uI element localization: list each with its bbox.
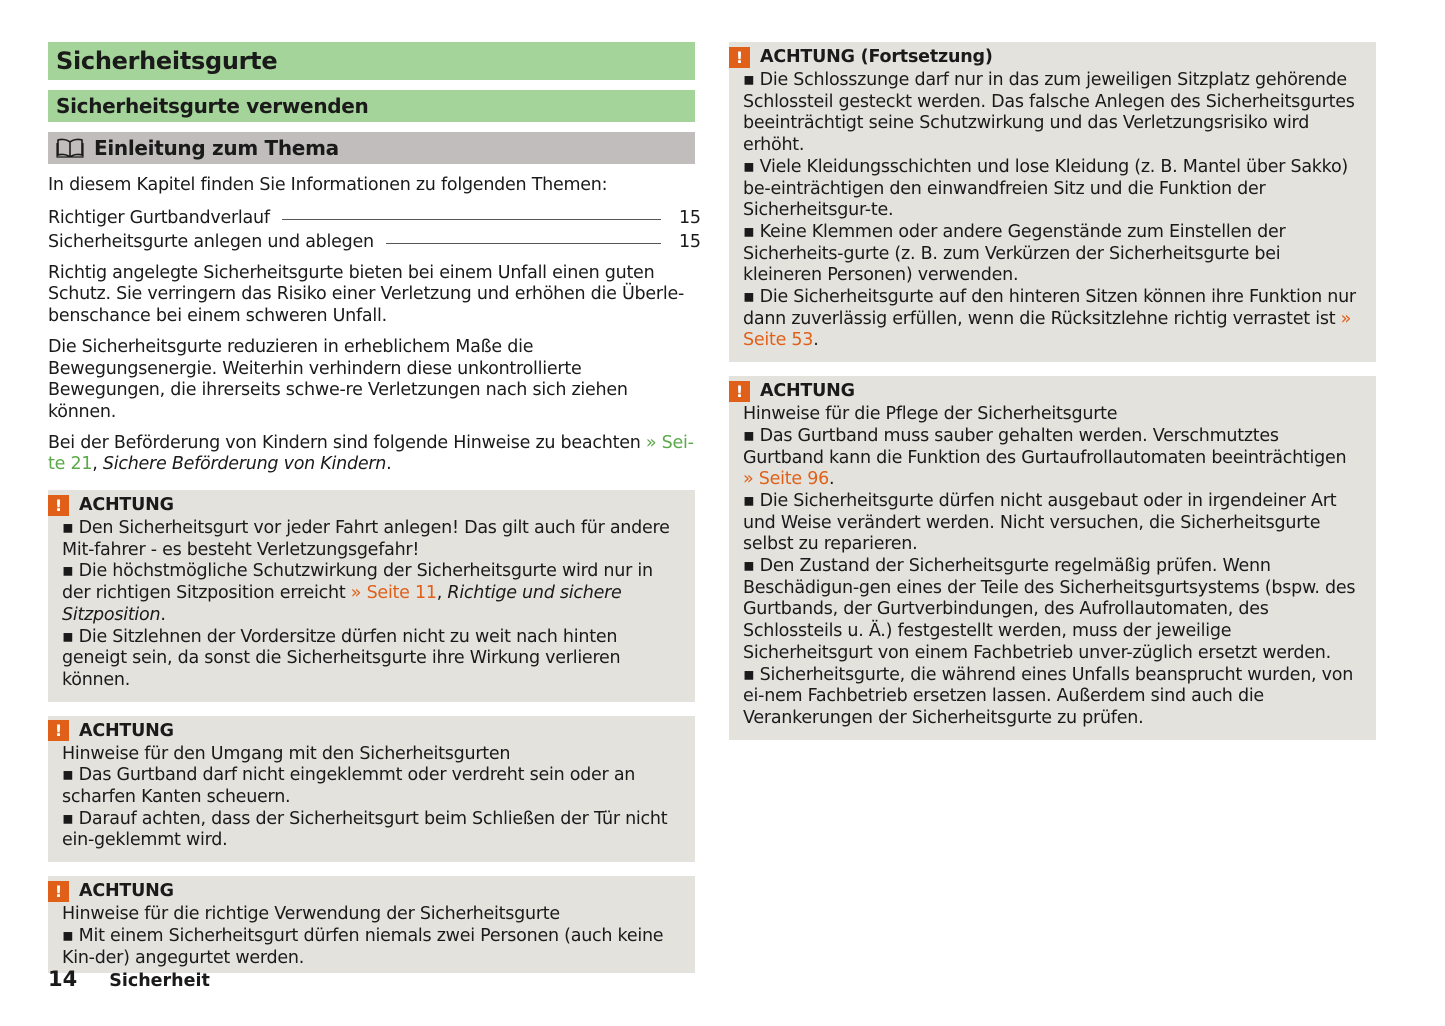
bullet-text: Die höchstmögliche Schutzwirkung der Sicherheitsgurte wird nur in der richtigen Sitzposition erreicht bbox=[62, 561, 653, 604]
warning-bullet: ▪ Den Zustand der Sicherheitsgurte regelmäßig prüfen. Wenn Beschädigun-gen eines der Teile des Sicherheitsgurtsystems (bspw. des Gurtbands, der Gurtverbindungen, des Aufrollautomaten, des Schlossteils u. Ä.) festgestellt werden, muss der jeweilige Sicherheitsgurt von einem Fachbetrieb unver-züglich ersetzt werden. bbox=[743, 556, 1362, 665]
warning-icon: ! bbox=[48, 881, 69, 902]
warning-title: ACHTUNG bbox=[79, 495, 174, 516]
warning-bullet: ▪ Sicherheitsgurte, die während eines Unfalls beansprucht wurden, von ei-nem Fachbetrieb ersetzen lassen. Außerdem sind auch die Verankerungen der Sicherheitsgurte zu prüfen. bbox=[743, 665, 1362, 730]
footer-section: Sicherheit bbox=[109, 971, 210, 991]
warning-bullet: ▪ Viele Kleidungsschichten und lose Kleidung (z. B. Mantel über Sakko) be-einträchtigen den einwandfreien Sitz und die Funktion der Sicherheitsgur-te. bbox=[743, 157, 1362, 222]
warning-bullet: ▪ Keine Klemmen oder andere Gegenstände zum Einstellen der Sicherheits-gurte (z. B. zum Verkürzen der Sicherheitsgurte bei kleineren Personen) verwenden. bbox=[743, 222, 1362, 287]
warning-title: ACHTUNG bbox=[79, 881, 174, 902]
warning-bullet bbox=[743, 287, 1362, 352]
warning-box-2 bbox=[48, 716, 695, 863]
warning-box-4 bbox=[729, 42, 1376, 362]
chapter-title: Sicherheitsgurte bbox=[48, 42, 695, 80]
toc-page: 15 bbox=[679, 231, 701, 252]
paragraph-1: Richtig angelegte Sicherheitsgurte bieten bei einem Unfall einen guten Schutz. Sie verringern das Risiko einer Verletzung und erhöhen die Überle-benschance bei einem schweren Unfall. bbox=[48, 262, 685, 327]
warning-bullet: ▪ Die Sitzlehnen der Vordersitze dürfen nicht zu weit nach hinten geneigt sein, da sonst die Sicherheitsgurte ihre Wirkung verlieren können. bbox=[62, 627, 681, 692]
toc-entry[interactable] bbox=[48, 206, 701, 230]
topic-heading bbox=[48, 132, 695, 164]
toc-label: Richtiger Gurtbandverlauf bbox=[48, 207, 270, 228]
warning-icon: ! bbox=[48, 720, 69, 741]
seating-position-link[interactable]: » Seite 11 bbox=[350, 583, 437, 604]
bullet-text: Die Sicherheitsgurte auf den hinteren Sitzen können ihre Funktion nur dann zuverlässig erfüllen, wenn die Rücksitzlehne richtig verrastet ist bbox=[743, 287, 1356, 329]
warning-title: ACHTUNG bbox=[79, 720, 174, 741]
page-footer bbox=[48, 967, 210, 991]
toc-leader bbox=[386, 243, 661, 244]
topic-heading-text: Einleitung zum Thema bbox=[94, 136, 339, 160]
warning-box-1 bbox=[48, 490, 695, 702]
bullet-end: . bbox=[160, 604, 166, 625]
section-title: Sicherheitsgurte verwenden bbox=[48, 90, 695, 122]
right-column bbox=[729, 42, 1376, 740]
warning-bullet: ▪ Den Sicherheitsgurt vor jeder Fahrt anlegen! Das gilt auch für andere Mit-fahrer - es besteht Verletzungsgefahr! bbox=[62, 518, 681, 561]
warning-intro: Hinweise für den Umgang mit den Sicherheitsgurten bbox=[62, 743, 511, 764]
open-book-icon bbox=[56, 138, 84, 158]
warning-bullet: ▪ Die Schlosszunge darf nur in das zum jeweiligen Sitzplatz gehörende Schlossteil gesteckt werden. Das falsche Anlegen des Sicherheitsgurtes beeinträchtigt seine Schutzwirkung und das Verletzungsrisiko wird erhöht. bbox=[743, 70, 1362, 157]
warning-box-3 bbox=[48, 876, 695, 973]
warning-title: ACHTUNG (Fortsetzung) bbox=[760, 47, 993, 67]
warning-bullet: ▪ Mit einem Sicherheitsgurt dürfen niemals zwei Personen (auch keine Kin-der) angegurtet werden. bbox=[62, 926, 681, 969]
warning-box-5 bbox=[729, 376, 1376, 740]
bullet-italic: Richtige und sichere Sitzposition bbox=[62, 583, 622, 625]
toc-page: 15 bbox=[679, 207, 701, 228]
warning-icon: ! bbox=[48, 495, 69, 516]
toc-leader bbox=[282, 219, 661, 220]
paragraph-3-sep: , bbox=[92, 454, 103, 475]
left-column bbox=[48, 42, 701, 973]
bullet-sep: , bbox=[436, 583, 448, 604]
warning-bullet: ▪ Das Gurtband darf nicht eingeklemmt oder verdreht sein oder an scharfen Kanten scheuern. bbox=[62, 765, 681, 808]
intro-text: In diesem Kapitel finden Sie Informationen zu folgenden Themen: bbox=[48, 175, 608, 195]
warning-icon: ! bbox=[729, 47, 750, 68]
warning-intro: Hinweise für die Pflege der Sicherheitsgurte bbox=[743, 404, 1118, 425]
warning-icon: ! bbox=[729, 381, 750, 402]
warning-title: ACHTUNG bbox=[760, 381, 855, 402]
warning-bullet: ▪ Die Sicherheitsgurte dürfen nicht ausgebaut oder in irgendeiner Art und Weise verändert werden. Nicht versuchen, die Sicherheitsgurte selbst zu reparieren. bbox=[743, 491, 1362, 556]
topic-list bbox=[48, 206, 701, 254]
paragraph-3 bbox=[48, 433, 695, 476]
toc-entry[interactable] bbox=[48, 230, 701, 254]
warning-bullet bbox=[62, 561, 681, 626]
page-number: 14 bbox=[48, 967, 78, 991]
backrest-link[interactable]: » Seite 53 bbox=[743, 308, 1352, 351]
warning-bullet: ▪ Darauf achten, dass der Sicherheitsgurt beim Schließen der Tür nicht ein-geklemmt wird. bbox=[62, 809, 681, 852]
belt-care-link[interactable]: » Seite 96 bbox=[743, 469, 829, 490]
bullet-end: . bbox=[813, 330, 819, 351]
bullet-end: . bbox=[828, 469, 835, 490]
warning-intro: Hinweise für die richtige Verwendung der Sicherheitsgurte bbox=[62, 904, 560, 925]
paragraph-3-italic: Sichere Beförderung von Kindern bbox=[102, 454, 387, 475]
toc-label: Sicherheitsgurte anlegen und ablegen bbox=[48, 231, 374, 252]
paragraph-3-text: Bei der Beförderung von Kindern sind folgende Hinweise zu beachten bbox=[48, 432, 646, 453]
warning-bullet bbox=[743, 426, 1362, 491]
paragraph-2: Die Sicherheitsgurte reduzieren in erheblichem Maße die Bewegungsenergie. Weiterhin verhindern diese unkontrollierte Bewegungen, die ihrerseits schwe-re Verletzungen nach sich ziehen können. bbox=[48, 336, 628, 422]
paragraph-3-end: . bbox=[386, 454, 392, 475]
bullet-text: Das Gurtband muss sauber gehalten werden. Verschmutztes Gurtband kann die Funktion des Gurtaufrollautomaten beeinträchtigen bbox=[743, 425, 1347, 468]
child-transport-link[interactable]: » Sei-te 21 bbox=[48, 432, 694, 475]
